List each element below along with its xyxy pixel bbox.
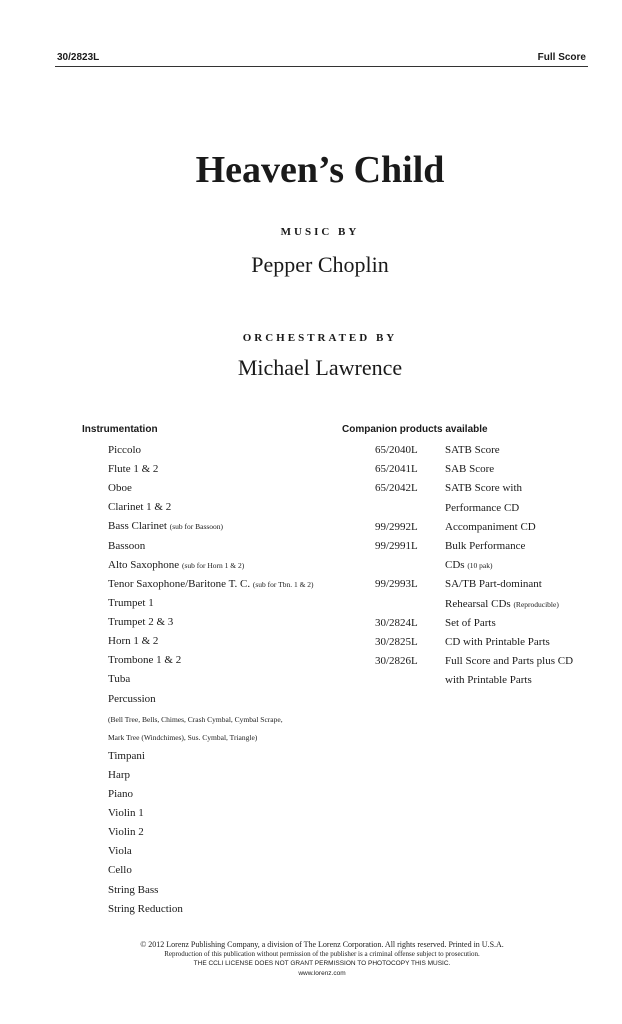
- instrument-item: [108, 673, 130, 685]
- instrument-name: Piccolo: [108, 444, 141, 456]
- product-description: [445, 674, 532, 686]
- orchestrator-name: Michael Lawrence: [237, 355, 403, 380]
- music-by-label: MUSIC BY: [280, 226, 360, 238]
- product-description-text: SA/TB Part-dominant: [445, 578, 542, 591]
- instrument-item: [108, 864, 132, 876]
- product-note: (Reproducible): [513, 599, 559, 609]
- instrument-note: Mark Tree (Windchimes), Sus. Cymbal, Triangle): [108, 733, 258, 742]
- instrument-item: [108, 597, 154, 609]
- instrument-name: Oboe: [108, 482, 132, 494]
- product-code: 99/2991L: [375, 540, 418, 552]
- instrument-name: Horn 1 & 2: [108, 635, 159, 647]
- instrument-name: String Bass: [108, 884, 159, 896]
- instrument-item: [108, 463, 158, 475]
- instrument-item: [108, 807, 144, 819]
- product-description-text: CD with Printable Parts: [445, 636, 550, 648]
- instrument-item: [108, 713, 283, 725]
- product-code: 65/2042L: [375, 482, 418, 495]
- instrument-name: Trombone 1 & 2: [108, 654, 182, 666]
- instrument-item: [108, 731, 257, 743]
- product-description: [445, 540, 525, 552]
- instrument-name: Trumpet 2 & 3: [108, 616, 174, 628]
- composer-name: Pepper Choplin: [251, 252, 389, 277]
- instrument-name: Flute 1 & 2: [108, 463, 159, 475]
- product-description-text: SAB Score: [445, 463, 495, 476]
- product-description-text: Bulk Performance: [445, 540, 526, 552]
- companion-heading: Companion products available: [342, 424, 488, 435]
- instrument-name: Tenor Saxophone/Baritone T. C.: [108, 578, 251, 590]
- instrument-item: [108, 501, 171, 513]
- product-description-text: CDs: [445, 559, 465, 572]
- instrument-item: [108, 635, 158, 647]
- reproduction-notice: Reproduction of this publication without permission of the publisher is a criminal offense subject to prosecution.: [164, 949, 480, 958]
- product-description: [445, 482, 522, 494]
- product-description: [445, 655, 573, 667]
- score-type: Full Score: [537, 52, 586, 63]
- instrument-name: Percussion: [108, 693, 156, 705]
- product-description-text: with Printable Parts: [445, 674, 532, 687]
- product-description: [445, 578, 542, 590]
- instrumentation-heading: Instrumentation: [82, 424, 158, 435]
- product-description-text: SATB Score: [445, 444, 500, 456]
- product-description: [445, 444, 500, 456]
- product-code: 65/2041L: [375, 463, 418, 476]
- instrument-name: Bassoon: [108, 540, 146, 552]
- instrument-note: (Bell Tree, Bells, Chimes, Crash Cymbal, Cymbal Scrape,: [108, 715, 283, 724]
- instrument-item: [108, 769, 130, 781]
- product-description-text: SATB Score with: [445, 482, 522, 495]
- product-note: (10 pak): [467, 561, 493, 571]
- instrument-name: Bass Clarinet: [108, 520, 167, 532]
- product-description-text: Rehearsal CDs: [445, 597, 511, 610]
- product-code: 30/2826L: [375, 655, 418, 668]
- header-rule: [55, 66, 588, 67]
- instrument-item: [108, 616, 173, 628]
- instrument-item: [108, 693, 156, 705]
- instrument-name: Viola: [108, 845, 132, 857]
- product-code: 99/2993L: [375, 578, 418, 591]
- instrument-item: [108, 884, 158, 896]
- instrument-name: Harp: [108, 769, 130, 781]
- product-description-text: Set of Parts: [445, 616, 496, 629]
- product-description: [445, 502, 519, 514]
- product-description: [445, 636, 550, 648]
- instrument-note: (sub for Bassoon): [169, 522, 224, 531]
- product-description: [445, 559, 493, 571]
- instrument-name: Clarinet 1 & 2: [108, 501, 172, 513]
- instrument-name: Cello: [108, 864, 132, 876]
- instrument-name: String Reduction: [108, 903, 183, 915]
- catalog-number: 30/2823L: [57, 52, 100, 63]
- instrument-note: (sub for Horn 1 & 2): [181, 561, 245, 570]
- instrument-name: Violin 1: [108, 807, 144, 819]
- product-code: 65/2040L: [375, 444, 418, 456]
- copyright-line: © 2012 Lorenz Publishing Company, a division of The Lorenz Corporation. All rights reserved. Printed in U.S.A.: [140, 940, 504, 949]
- instrument-item: [108, 540, 145, 552]
- orchestrated-by-label: ORCHESTRATED BY: [242, 332, 398, 344]
- instrument-item: [108, 826, 144, 838]
- instrument-name: Tuba: [108, 673, 131, 685]
- instrument-item: [108, 750, 145, 762]
- instrument-note: (sub for Tbn. 1 & 2): [252, 580, 314, 589]
- instrument-name: Violin 2: [108, 826, 144, 838]
- instrument-item: [108, 578, 314, 590]
- product-code: 30/2824L: [375, 616, 418, 629]
- instrument-name: Timpani: [108, 750, 145, 762]
- product-description: [445, 617, 496, 629]
- product-description: [445, 521, 536, 533]
- website: www.lorenz.com: [298, 969, 346, 977]
- product-code: 99/2992L: [375, 520, 418, 533]
- product-description-text: Accompaniment CD: [445, 520, 536, 533]
- instrument-item: [108, 788, 133, 800]
- instrument-item: [108, 482, 132, 494]
- product-code: 30/2825L: [375, 636, 418, 648]
- instrument-item: [108, 654, 181, 666]
- instrument-item: [108, 903, 183, 915]
- product-description-text: Performance CD: [445, 501, 520, 514]
- instrument-name: Trumpet 1: [108, 597, 154, 609]
- instrument-name: Alto Saxophone: [108, 559, 180, 571]
- page-title: Heaven’s Child: [195, 149, 445, 191]
- product-description-text: Full Score and Parts plus CD: [445, 655, 574, 668]
- instrument-name: Piano: [108, 788, 134, 800]
- instrument-item: [108, 444, 141, 456]
- product-description: [445, 598, 559, 610]
- footer: [0, 940, 622, 978]
- instrument-item: [108, 520, 223, 532]
- instrument-item: [108, 845, 132, 857]
- product-description: [445, 463, 494, 475]
- instrument-item: [108, 559, 244, 571]
- ccli-notice: THE CCLI LICENSE DOES NOT GRANT PERMISSION TO PHOTOCOPY THIS MUSIC.: [193, 960, 451, 967]
